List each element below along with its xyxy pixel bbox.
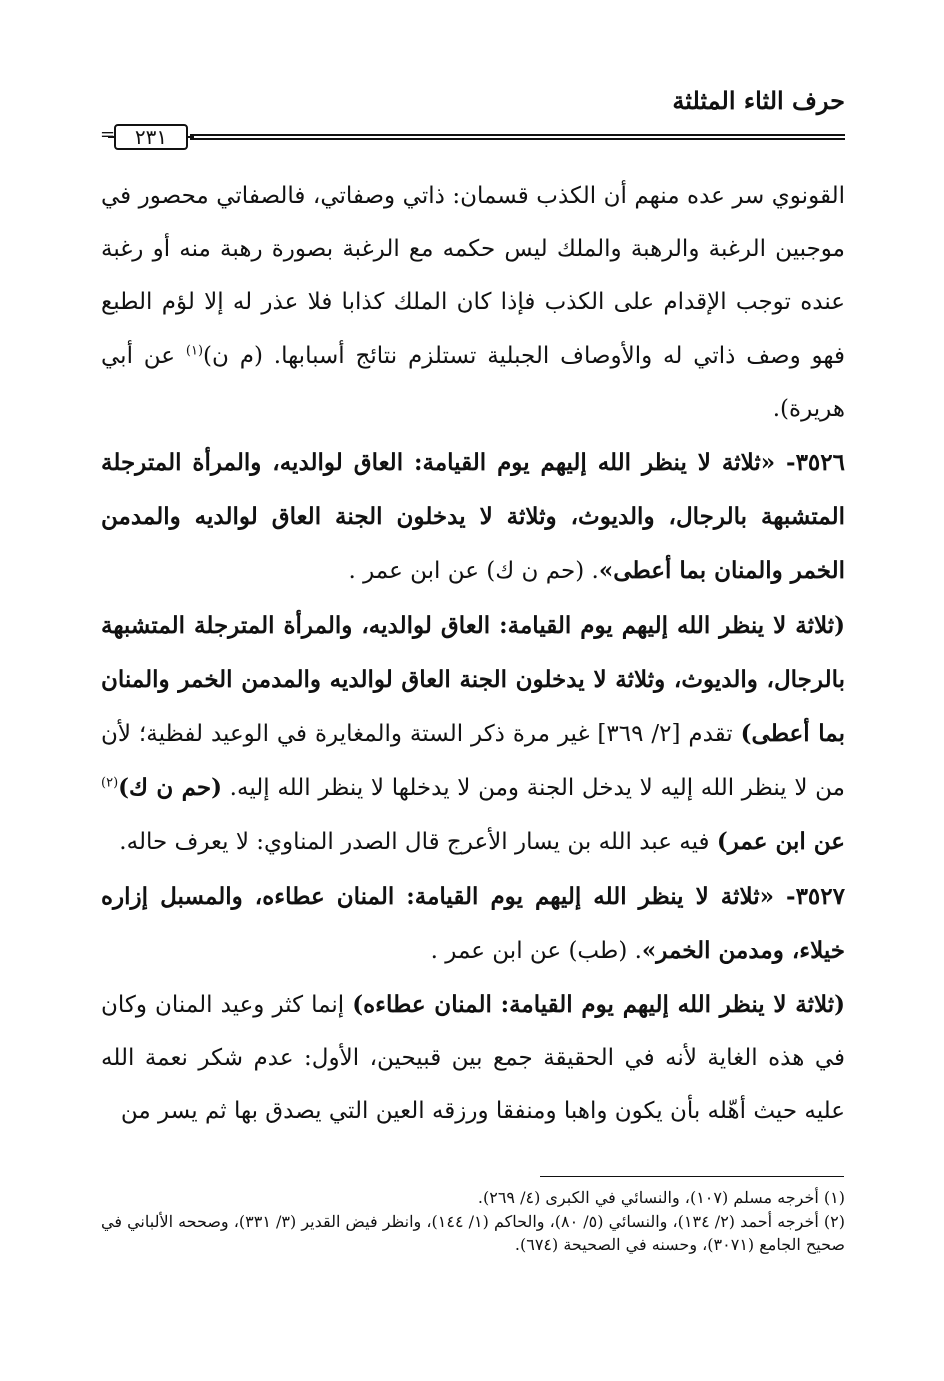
footnote: (١) أخرجه مسلم (١٠٧)، والنسائي في الكبرى (٤/ ٢٦٩). bbox=[477, 1188, 845, 1207]
running-header bbox=[100, 86, 845, 156]
text-segment: فيه عبد الله بن يسار الأعرج قال الصدر المناوي: لا يعرف حاله. bbox=[119, 829, 717, 856]
chapter-title: حرف الثاء المثلثة bbox=[672, 86, 845, 115]
footnote-marker: (٢) bbox=[101, 775, 119, 791]
text-segment: عن أبي هريرة). bbox=[101, 342, 845, 422]
paragraph bbox=[101, 978, 845, 1139]
text-segment: القونوي سر عده منهم أن الكذب قسمان: ذاتي وصفاتي، فالصفاتي محصور في موجبين الرغبة والرهبة والملك ليس حكمه مع الرغبة بصورة رهبة منه أو رغبة عنده توجب الإقدام على الكذب فإذا كان الملك كذابا فلا عذر له إلا لؤم الطبع فهو وصف ذاتي له والأوصاف الجبلية تستلزم نتائج أسبابها. (م ن) bbox=[101, 183, 845, 369]
header-rule-ornament bbox=[100, 124, 845, 148]
bold-text-segment: (ثلاثة لا ينظر الله إليهم يوم القيامة: المنان عطاءه) bbox=[352, 991, 845, 1019]
paragraph bbox=[101, 170, 845, 436]
double-rule bbox=[190, 134, 845, 140]
paragraph bbox=[101, 599, 845, 870]
footnotes bbox=[101, 1186, 845, 1257]
bold-text-segment: ٣٥٢٧- «ثلاثة لا ينظر الله إليهم يوم القيامة: المنان عطاءه، والمسبل إزاره خيلاء، ومدمن الخمر» bbox=[101, 882, 845, 964]
bold-text-segment: (ثلاثة لا ينظر الله إليهم يوم القيامة: العاق لوالديه، والمرأة المترجلة المتشبهة بالرجال، والديوث، وثلاثة لا يدخلون الجنة العاق لوالديه والمدمن الخمر والمنان بما أعطى) bbox=[101, 611, 845, 748]
rule-end-ornament: = bbox=[100, 124, 116, 145]
text-segment: تقدم [٢/ ٣٦٩] غير مرة ذكر الستة والمغايرة في الوعيد لفظية؛ لأن من لا ينظر الله إليه لا يدخل الجنة ومن لا يدخلها لا ينظر الله إليه. bbox=[101, 721, 845, 802]
text-segment: . (حم ن ك) عن ابن عمر . bbox=[348, 558, 599, 585]
page-number: ٢٣١ bbox=[114, 124, 188, 150]
bold-text-segment: عن ابن عمر) bbox=[716, 828, 845, 856]
text-segment: . (طب) عن ابن عمر . bbox=[430, 937, 642, 964]
footnote-separator bbox=[540, 1176, 844, 1177]
paragraph bbox=[101, 870, 845, 978]
footnote-marker: (١) bbox=[185, 342, 204, 358]
paragraph bbox=[101, 436, 845, 599]
bold-text-segment: ٣٥٢٦- «ثلاثة لا ينظر الله إليهم يوم القيامة: العاق لوالديه، والمرأة المترجلة المتشبهة بالرجال، والديوث، وثلاثة لا يدخلون الجنة العاق لوالديه والمدمن الخمر والمنان بما أعطى» bbox=[101, 449, 845, 585]
text-segment: إنما كثر وعيد المنان وكان في هذه الغاية لأنه في الحقيقة جمع بين قبيحين، الأول: عدم شكر نعمة الله عليه حيث أهّله بأن يكون واهبا ومنفقا ورزقه العين التي يصدق بها ثم يسر من bbox=[101, 992, 845, 1125]
footnote: (٢) أخرجه أحمد (٢/ ١٣٤)، والنسائي (٥/ ٨٠)، والحاكم (١/ ١٤٤)، وانظر فيض القدير (٣/ ٣٣١)، وصححه الألباني في صحيح الجامع (٣٠٧١)، وحسنه في الصحيحة (٦٧٤). bbox=[101, 1211, 845, 1254]
bold-text-segment: (حم ن ك) bbox=[118, 774, 223, 802]
main-text bbox=[101, 170, 845, 1139]
